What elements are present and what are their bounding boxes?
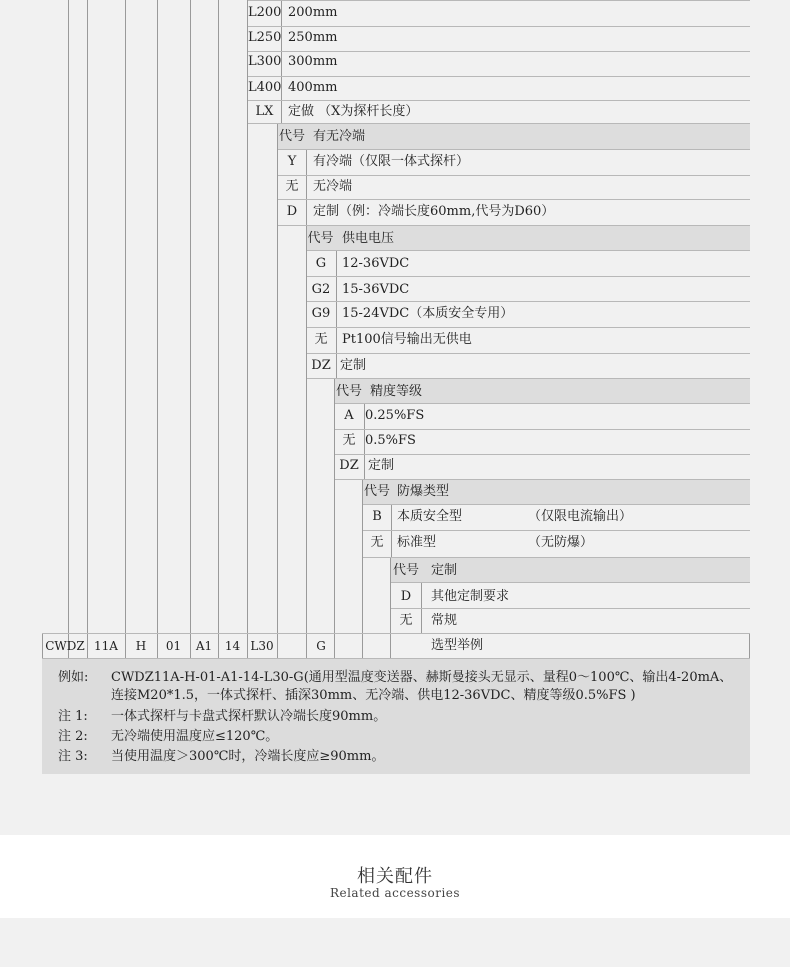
length-code: L300 [248, 54, 282, 69]
power-desc: 12-36VDC [342, 256, 410, 271]
explosion-desc: 本质安全型 [397, 509, 463, 524]
power-desc: 定制 [340, 358, 367, 373]
note-label: 注 3: [58, 749, 88, 764]
explosion-code: B [372, 509, 382, 524]
explosion-header-code: 代号 [363, 484, 390, 499]
cold-end-desc: 无冷端 [313, 179, 353, 194]
cold-end-code: 无 [285, 179, 299, 194]
custom-desc: 常规 [431, 613, 458, 628]
custom-header: 定制 [431, 563, 458, 578]
accuracy-header: 精度等级 [370, 384, 423, 399]
explosion-desc: 标准型 [397, 535, 437, 550]
cold-end-desc: 有冷端（仅限一体式探杆） [313, 154, 470, 169]
length-desc: 定做 （X为探杆长度） [288, 104, 419, 119]
custom-code: D [400, 589, 412, 604]
example-cell: L30 [250, 639, 274, 653]
example-cell: 14 [224, 639, 241, 653]
cold-end-code: D [286, 204, 298, 219]
power-desc: Pt100信号输出无供电 [342, 332, 472, 347]
accuracy-desc: 0.25%FS [365, 408, 425, 423]
cold-end-header-code: 代号 [278, 129, 305, 144]
note-text: 一体式探杆与卡盘式探杆默认冷端长度90mm。 [111, 709, 387, 724]
note-label: 注 1: [58, 709, 88, 724]
note-text: 无冷端使用温度应≤120℃。 [111, 729, 279, 744]
accuracy-desc: 0.5%FS [365, 433, 416, 448]
length-desc: 300mm [288, 54, 338, 69]
power-desc: 15-36VDC [342, 282, 410, 297]
power-desc: 15-24VDC（本质安全专用） [342, 306, 514, 321]
example-cell: G [316, 639, 326, 653]
accuracy-code: DZ [339, 458, 359, 473]
example-label: 例如: [58, 670, 89, 685]
accuracy-desc: 定制 [368, 458, 395, 473]
length-code: L200 [248, 5, 282, 20]
example-cell: CWDZ [45, 639, 85, 653]
example-cell: 11A [94, 639, 118, 653]
length-code: L250 [248, 30, 282, 45]
explosion-header: 防爆类型 [397, 484, 450, 499]
length-desc: 400mm [288, 80, 338, 95]
power-code: 无 [314, 332, 328, 347]
accuracy-code: A [344, 408, 354, 423]
section-subtitle: Related accessories [329, 886, 461, 900]
example-cell: A1 [195, 639, 213, 653]
length-code: L400 [248, 80, 282, 95]
example-cell: H [135, 639, 147, 653]
explosion-code: 无 [370, 535, 384, 550]
example-line: CWDZ11A-H-01-A1-14-L30-G(通用型温度变送器、赫斯曼接头无显示、量程0～100℃、输出4-20mA、 [111, 670, 733, 685]
length-desc: 200mm [288, 5, 338, 20]
example-line: 连接M20*1.5，一体式探杆、插深30mm、无冷端、供电12-36VDC、精度等级0.5%FS ) [111, 688, 636, 703]
custom-code: 无 [399, 613, 413, 628]
cold-end-header: 有无冷端 [313, 129, 366, 144]
example-cell: 01 [165, 639, 182, 653]
custom-header-code: 代号 [392, 563, 419, 578]
power-code: DZ [311, 358, 331, 373]
section-title: 相关配件 [357, 866, 433, 887]
power-code: G [315, 256, 327, 271]
length-code: LX [255, 104, 274, 119]
power-code: G2 [311, 282, 331, 297]
length-desc: 250mm [288, 30, 338, 45]
example-row-label: 选型举例 [431, 638, 484, 653]
power-header-code: 代号 [307, 231, 334, 246]
explosion-note: （仅限电流输出） [528, 509, 633, 524]
explosion-note: （无防爆） [528, 535, 594, 550]
cold-end-desc: 定制（例：冷端长度60mm,代号为D60） [313, 204, 555, 219]
note-text: 当使用温度＞300℃时，冷端长度应≥90mm。 [111, 749, 385, 764]
power-header: 供电电压 [342, 231, 395, 246]
cold-end-code: Y [287, 154, 297, 169]
custom-desc: 其他定制要求 [431, 589, 510, 604]
accuracy-code: 无 [342, 433, 356, 448]
accuracy-header-code: 代号 [335, 384, 362, 399]
power-code: G9 [311, 306, 331, 321]
note-label: 注 2: [58, 729, 88, 744]
